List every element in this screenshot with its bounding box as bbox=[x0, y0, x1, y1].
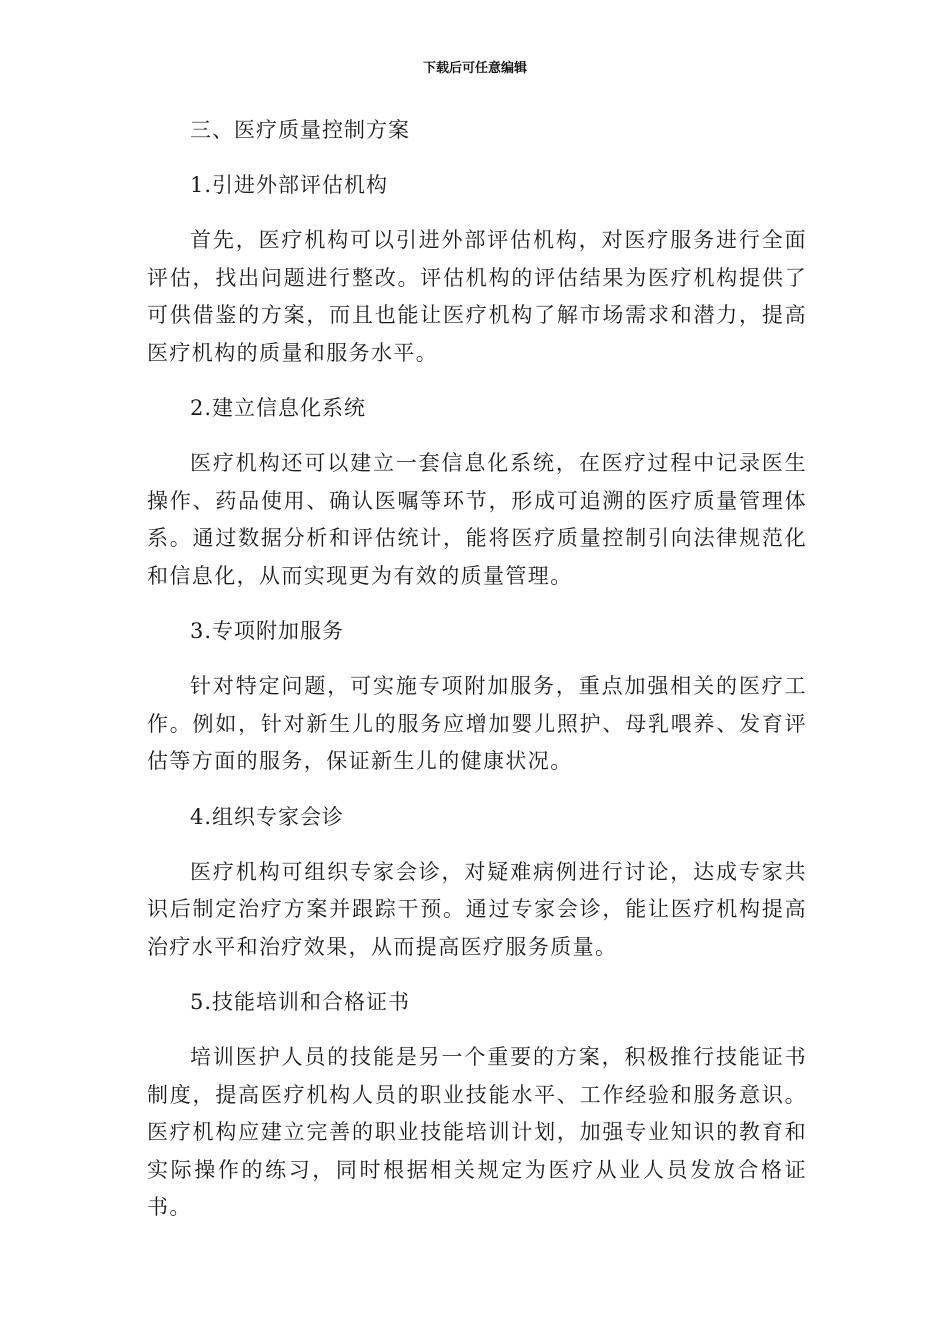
item-body-3: 针对特定问题，可实施专项附加服务，重点加强相关的医疗工作。例如，针对新生儿的服务应增加婴儿照护、母乳喂养、发育评估等方面的服务，保证新生儿的健康状况。 bbox=[147, 674, 807, 773]
item-heading-2: 2.建立信息化系统 bbox=[190, 396, 367, 420]
item-body-2: 医疗机构还可以建立一套信息化系统，在医疗过程中记录医生操作、药品使用、确认医嘱等环节，形成可追溯的医疗质量管理体系。通过数据分析和评估统计，能将医疗质量控制引向法律规范化和信息化，从而实现更为有效的质量管理。 bbox=[147, 451, 807, 588]
section-title: 三、医疗质量控制方案 bbox=[190, 118, 410, 142]
page-header-note: 下载后可任意编辑 bbox=[422, 61, 527, 76]
item-heading-5: 5.技能培训和合格证书 bbox=[190, 990, 411, 1014]
item-body-1: 首先，医疗机构可以引进外部评估机构，对医疗服务进行全面评估，找出问题进行整改。评估机构的评估结果为医疗机构提供了可供借鉴的方案，而且也能让医疗机构了解市场需求和潜力，提高医疗机构的质量和服务水平。 bbox=[147, 228, 807, 365]
item-heading-3: 3.专项附加服务 bbox=[190, 619, 345, 643]
item-body-5: 培训医护人员的技能是另一个重要的方案，积极推行技能证书制度，提高医疗机构人员的职业技能水平、工作经验和服务意识。医疗机构应建立完善的职业技能培训计划，加强专业知识的教育和实际操作的练习，同时根据相关规定为医疗从业人员发放合格证书。 bbox=[147, 1045, 807, 1219]
item-heading-4: 4.组织专家会诊 bbox=[190, 804, 345, 829]
item-heading-1: 1.引进外部评估机构 bbox=[190, 173, 389, 197]
document-body bbox=[147, 112, 807, 1245]
item-body-4: 医疗机构可组织专家会诊，对疑难病例进行讨论，达成专家共识后制定治疗方案并跟踪干预。通过专家会诊，能让医疗机构提高治疗水平和治疗效果，从而提高医疗服务质量。 bbox=[147, 859, 807, 959]
